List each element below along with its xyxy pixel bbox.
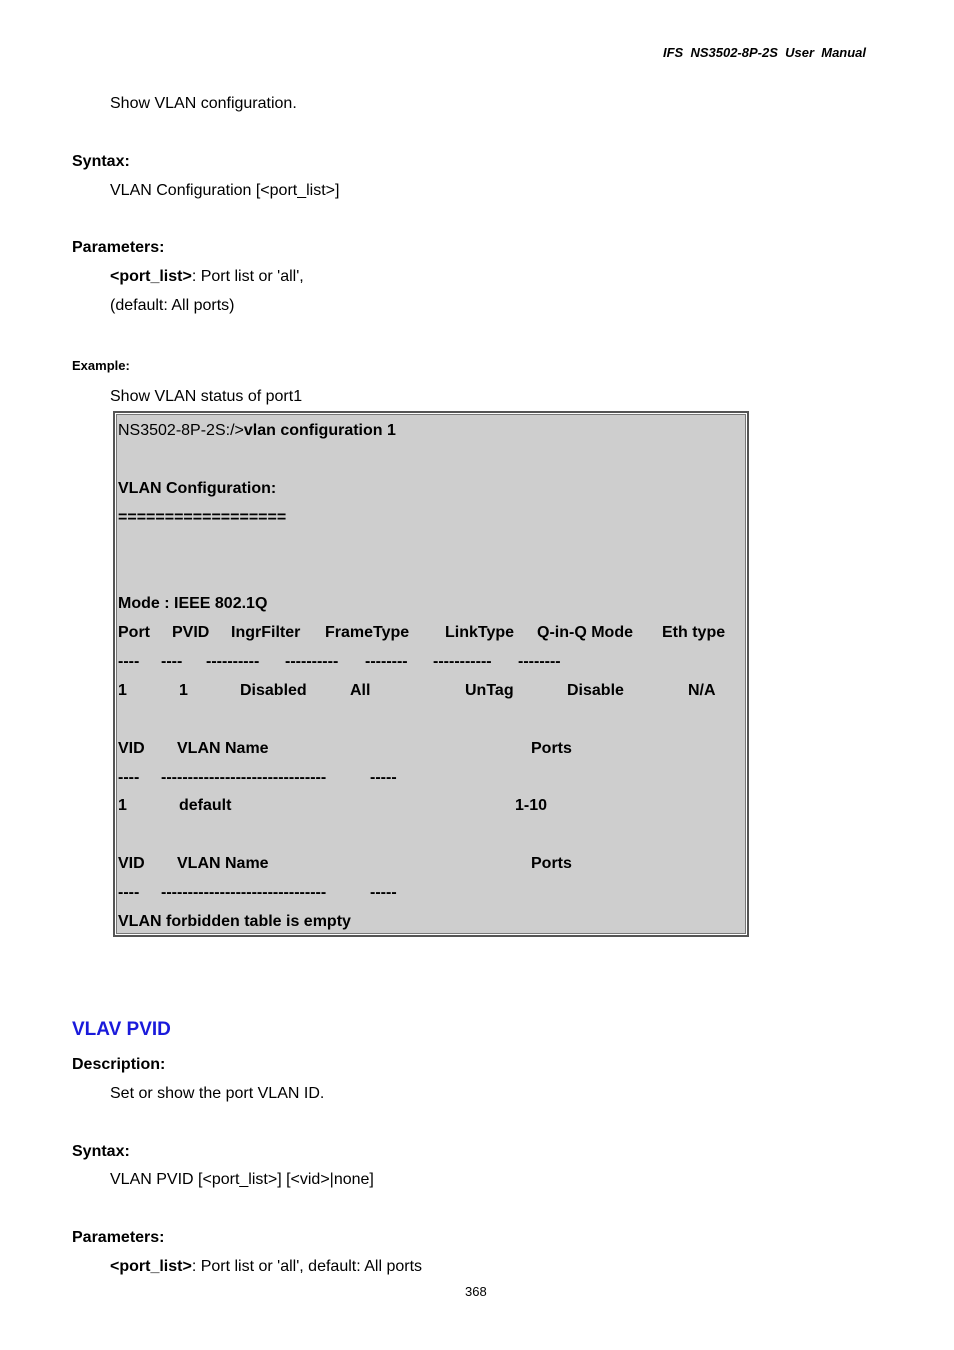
port-cell: 1 (118, 682, 127, 699)
port-cell: UnTag (465, 682, 514, 699)
manual-header: IFS NS3502-8P-2S User Manual (663, 45, 867, 60)
port-header-port: Port (118, 624, 150, 641)
syntax-text: VLAN PVID [<port_list>] [<vid>|none] (110, 1171, 374, 1188)
port-cell: All (350, 682, 371, 699)
description-heading: Description: (72, 1056, 166, 1073)
forbidden-message: VLAN forbidden table is empty (118, 913, 351, 930)
mode-line: Mode : IEEE 802.1Q (118, 595, 268, 612)
vlan-cell: default (179, 797, 232, 814)
port-cell: Disable (567, 682, 624, 699)
port-dash: -------- (518, 653, 561, 670)
terminal-command: vlan configuration 1 (243, 422, 396, 439)
param-default: (default: All ports) (110, 297, 235, 314)
parameters-heading: Parameters: (72, 1229, 165, 1246)
description-text: Set or show the port VLAN ID. (110, 1085, 325, 1102)
forbidden-header-ports: Ports (531, 855, 572, 872)
vlan-dash: ------------------------------- (161, 769, 327, 786)
port-dash: ---- (118, 653, 140, 670)
example-text: Show VLAN status of port1 (110, 388, 303, 405)
port-dash: ----------- (433, 653, 492, 670)
page-number: 368 (465, 1284, 487, 1299)
port-cell: Disabled (240, 682, 307, 699)
port-header-pvid: PVID (172, 624, 210, 641)
param-name: <port_list> (110, 1258, 192, 1275)
port-header-linktype: LinkType (445, 624, 515, 641)
param-name: <port_list> (110, 268, 192, 285)
vlan-header-vid: VID (118, 740, 145, 757)
vlan-header-name: VLAN Name (177, 740, 269, 757)
port-header-frametype: FrameType (325, 624, 410, 641)
port-header-ingrfilter: IngrFilter (231, 624, 301, 641)
parameter-line (110, 267, 304, 287)
port-cell: N/A (688, 682, 716, 699)
param-desc: : Port list or 'all', default: All ports (191, 1258, 423, 1275)
parameters-heading: Parameters: (72, 239, 165, 256)
param-desc: : Port list or 'all', (191, 268, 304, 285)
terminal-command-line (118, 421, 396, 441)
description-text: Show VLAN configuration. (110, 95, 297, 112)
example-heading: Example: (72, 358, 130, 373)
port-cell: 1 (179, 682, 188, 699)
port-dash: ---------- (206, 653, 260, 670)
forbidden-dash: ------------------------------- (161, 884, 327, 901)
port-dash: -------- (365, 653, 408, 670)
terminal-prompt: NS3502-8P-2S:/> (118, 422, 244, 439)
vlan-cell: 1 (118, 797, 127, 814)
port-header-qinq: Q-in-Q Mode (537, 624, 633, 641)
forbidden-header-vid: VID (118, 855, 145, 872)
port-dash: ---- (161, 653, 183, 670)
vlan-cell: 1-10 (515, 797, 548, 814)
syntax-text: VLAN Configuration [<port_list>] (110, 182, 340, 199)
syntax-heading: Syntax: (72, 1143, 130, 1160)
vlan-dash: ----- (370, 769, 397, 786)
port-header-ethtype: Eth type (662, 624, 726, 641)
separator-line: ================== (118, 509, 287, 526)
vlan-dash: ---- (118, 769, 140, 786)
terminal-output (113, 411, 749, 937)
parameter-line (110, 1257, 422, 1277)
vlan-config-title: VLAN Configuration: (118, 480, 277, 497)
syntax-heading: Syntax: (72, 153, 130, 170)
forbidden-dash: ----- (370, 884, 397, 901)
forbidden-dash: ---- (118, 884, 140, 901)
section-title: VLAV PVID (72, 1019, 171, 1040)
port-dash: ---------- (285, 653, 339, 670)
vlan-header-ports: Ports (531, 740, 572, 757)
forbidden-header-name: VLAN Name (177, 855, 269, 872)
